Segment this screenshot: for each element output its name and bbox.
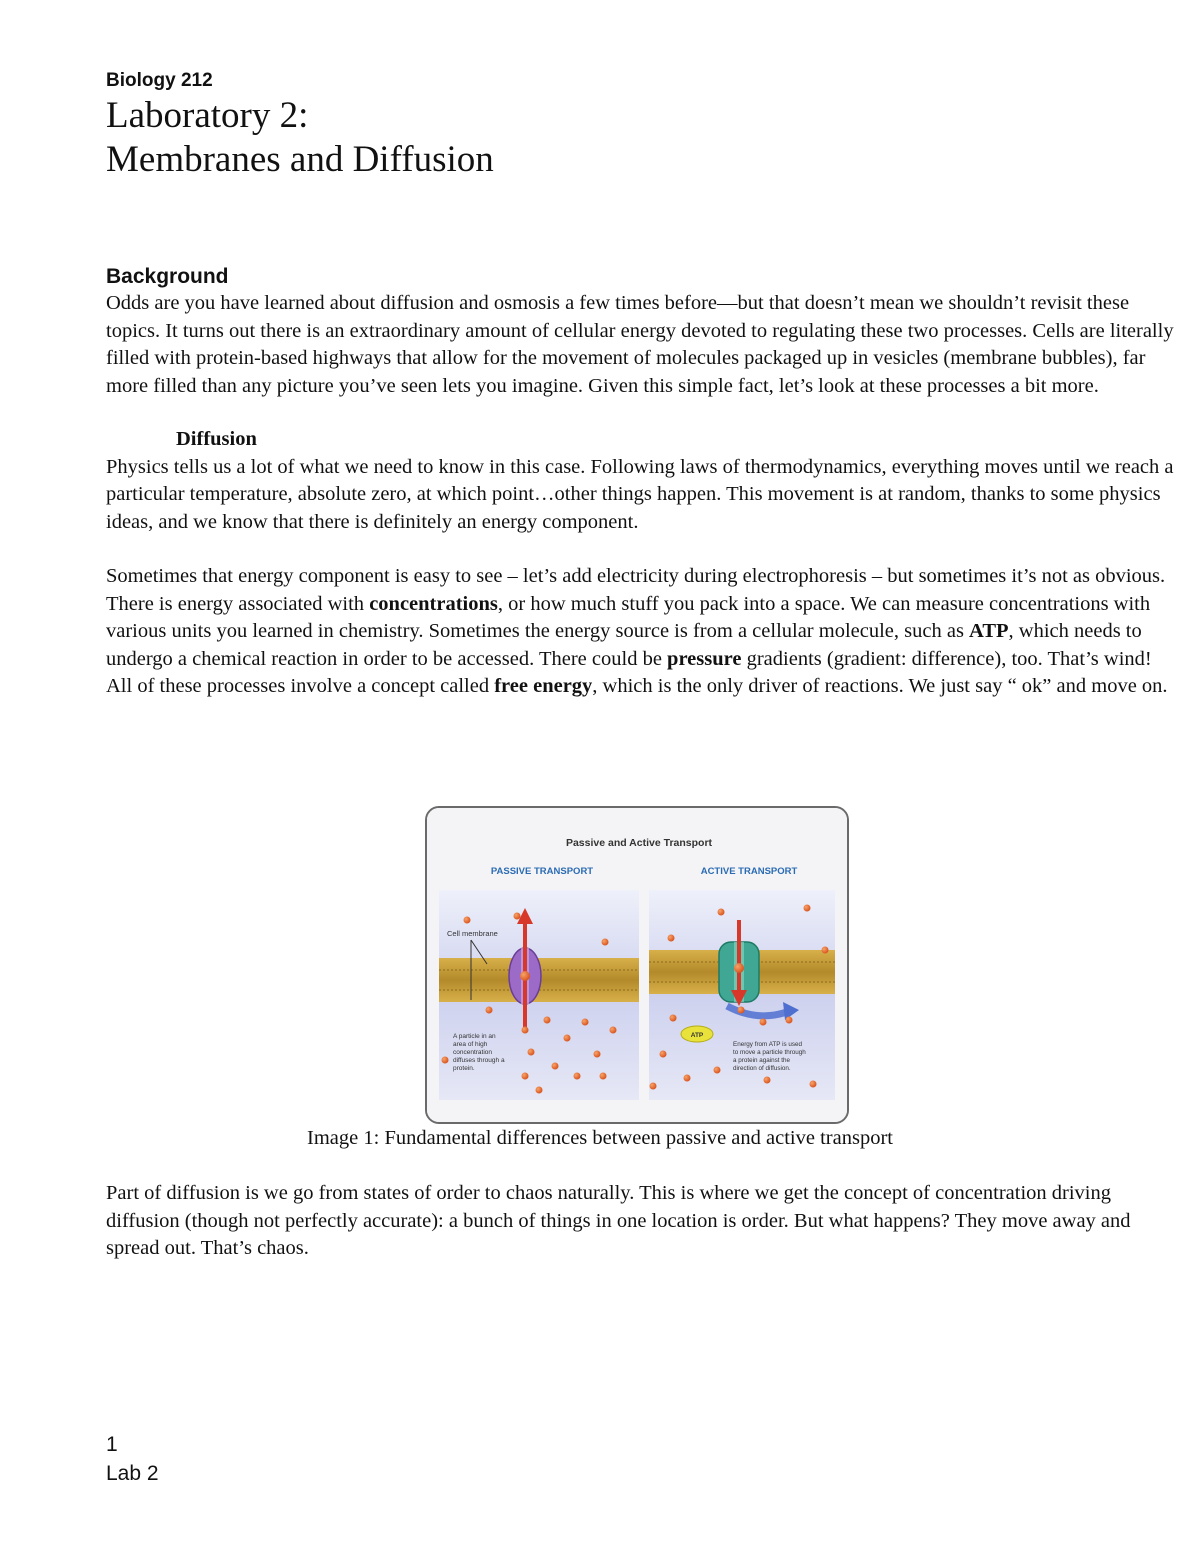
term-pressure: pressure [667, 647, 742, 670]
diffusion-paragraph-1: Physics tells us a lot of what we need to know in this case. Following laws of thermodynamics, everything moves until we reach a particular temperature, absolute zero, at which point…other things happen. This movement is at random, thanks to some physics ideas, and we know that there is definitely an energy component. [106, 455, 1174, 533]
page-footer [106, 1430, 159, 1488]
active-panel [649, 890, 835, 1100]
background-paragraph: Odds are you have learned about diffusion and osmosis a few times before—but that doesn’t mean we shouldn’t revisit these topics. It turns out there is an extraordinary amount of cellular energy devoted to regulating these two processes. Cells are literally filled with protein-based highways that allow for the movement of molecules packaged up in vesicles (membrane bubbles), far more filled than any picture you’ve seen lets you imagine. Given this simple fact, let’s look at these processes a bit more. [106, 292, 1174, 397]
active-particle [734, 963, 744, 973]
membrane-label: Cell membrane [447, 929, 498, 938]
passive-note: A particle in an area of high concentration diffuses through a protein. [453, 1033, 505, 1072]
diffusion-heading: Diffusion [176, 428, 257, 450]
active-note: Energy from ATP is used to move a particle through a protein against the direction of diffusion. [733, 1041, 806, 1072]
transport-figure [425, 806, 849, 1124]
atp-label: ATP [690, 1032, 704, 1039]
page-number: 1 [106, 1433, 118, 1456]
term-atp: ATP [969, 620, 1009, 642]
document-body [106, 68, 1176, 701]
transport-diagram [427, 808, 847, 1122]
title-line-1: Laboratory 2: [106, 95, 309, 136]
page-title [106, 94, 1176, 182]
passive-transport-label: PASSIVE TRANSPORT [490, 866, 594, 877]
term-concentrations: concentrations [369, 592, 498, 615]
closing-paragraph: Part of diffusion is we go from states of order to chaos naturally. This is where we get the concept of concentration driving diffusion (though not perfectly accurate): a bunch of things in one location is order. But what happens? They move away and spread out. That’s chaos. [106, 1182, 1131, 1259]
passive-particle [520, 971, 530, 981]
footer-label: Lab 2 [106, 1462, 159, 1485]
passive-panel [439, 890, 639, 1100]
figure-caption: Image 1: Fundamental differences between passive and active transport [307, 1127, 893, 1149]
course-name: Biology 212 [106, 70, 213, 91]
active-transport-label: ACTIVE TRANSPORT [700, 866, 798, 877]
title-line-2: Membranes and Diffusion [106, 139, 494, 180]
background-heading: Background [106, 265, 229, 288]
term-free-energy: free energy [494, 675, 593, 697]
figure-title: Passive and Active Transport [565, 837, 713, 849]
closing-section [106, 1180, 1176, 1263]
diffusion-paragraph-2: Sometimes that energy component is easy to see – let’s add electricity during electrophoresis – but sometimes it’s not as obvious. There is energy associated with concentrations, or how much stuff you pack into a space. We can measure concentrations with various units you learned in chemistry. Sometimes the energy source is from a cellular molecule, such as ATP, which needs to undergo a chemical reaction in order to be accessed. There could be pressure gradients (gradient: difference), too. That’s wind! All of these processes involve a concept called free energy, which is the only driver of reactions. We just say “ ok” and move on. [106, 565, 1168, 697]
